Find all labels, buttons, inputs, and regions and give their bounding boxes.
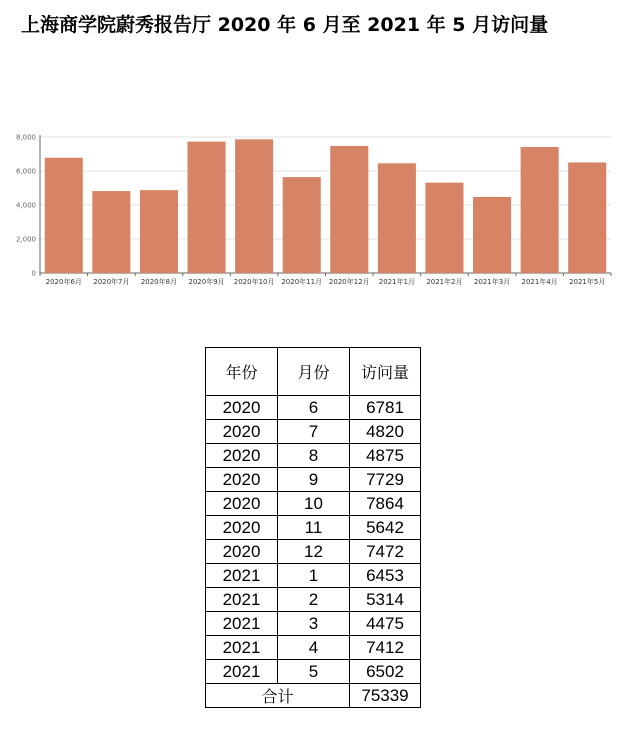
cell-month: 8	[278, 444, 350, 468]
table-row	[206, 660, 421, 684]
bar	[283, 177, 321, 273]
cell-year: 2020	[206, 444, 278, 468]
cell-visits: 5642	[350, 516, 421, 540]
cell-visits: 7412	[350, 636, 421, 660]
cell-visits: 5314	[350, 588, 421, 612]
total-value: 75339	[350, 684, 421, 708]
cell-visits: 4475	[350, 612, 421, 636]
cell-year: 2021	[206, 636, 278, 660]
table-row	[206, 516, 421, 540]
bar	[473, 197, 511, 273]
cell-year: 2021	[206, 588, 278, 612]
x-tick-label: 2021年2月	[426, 278, 463, 286]
bar	[521, 147, 559, 273]
table-total-row	[206, 684, 421, 708]
bar	[378, 163, 416, 273]
cell-visits: 4875	[350, 444, 421, 468]
table-row	[206, 540, 421, 564]
bar	[330, 146, 368, 273]
table-body	[206, 396, 421, 684]
bar	[425, 183, 463, 273]
table-row	[206, 420, 421, 444]
y-tick-label: 0	[31, 269, 36, 278]
cell-year: 2020	[206, 540, 278, 564]
table-row	[206, 636, 421, 660]
table-header-row	[206, 348, 421, 396]
x-tick-label: 2020年11月	[281, 278, 323, 286]
bar	[568, 162, 606, 273]
cell-year: 2020	[206, 516, 278, 540]
table-row	[206, 612, 421, 636]
y-tick-label: 6,000	[15, 167, 36, 176]
cell-month: 5	[278, 660, 350, 684]
table-row	[206, 564, 421, 588]
table-row	[206, 468, 421, 492]
table-row	[206, 444, 421, 468]
x-tick-label: 2020年9月	[188, 278, 225, 286]
cell-year: 2021	[206, 564, 278, 588]
cell-month: 6	[278, 396, 350, 420]
cell-year: 2020	[206, 420, 278, 444]
bar	[140, 190, 178, 273]
x-tick-label: 2021年4月	[521, 278, 558, 286]
cell-visits: 6502	[350, 660, 421, 684]
cell-month: 7	[278, 420, 350, 444]
cell-month: 2	[278, 588, 350, 612]
page-title: 上海商学院蔚秀报告厅 2020 年 6 月至 2021 年 5 月访问量	[21, 14, 549, 36]
bar	[92, 191, 130, 273]
table-row	[206, 396, 421, 420]
header-month: 月份	[278, 348, 350, 396]
cell-month: 9	[278, 468, 350, 492]
x-tick-label: 2020年10月	[233, 278, 275, 286]
y-tick-label: 4,000	[15, 201, 36, 210]
x-tick-label: 2020年6月	[45, 278, 82, 286]
data-table	[205, 347, 421, 708]
cell-visits: 6453	[350, 564, 421, 588]
cell-month: 11	[278, 516, 350, 540]
x-tick-label: 2020年7月	[93, 278, 130, 286]
cell-year: 2021	[206, 612, 278, 636]
cell-year: 2020	[206, 492, 278, 516]
total-label: 合计	[206, 684, 350, 708]
cell-visits: 7472	[350, 540, 421, 564]
cell-year: 2020	[206, 468, 278, 492]
cell-month: 12	[278, 540, 350, 564]
y-tick-label: 8,000	[15, 133, 36, 142]
header-visits: 访问量	[350, 348, 421, 396]
cell-month: 4	[278, 636, 350, 660]
x-tick-label: 2021年3月	[473, 278, 511, 286]
table-row	[206, 492, 421, 516]
header-year: 年份	[206, 348, 278, 396]
cell-visits: 6781	[350, 396, 421, 420]
bar	[45, 158, 83, 273]
cell-month: 1	[278, 564, 350, 588]
cell-visits: 7864	[350, 492, 421, 516]
x-tick-label: 2021年5月	[569, 278, 606, 286]
bar	[188, 142, 226, 273]
cell-month: 10	[278, 492, 350, 516]
cell-visits: 4820	[350, 420, 421, 444]
y-tick-label: 2,000	[15, 235, 36, 244]
x-tick-label: 2021年1月	[378, 278, 416, 286]
cell-year: 2020	[206, 396, 278, 420]
bar	[235, 139, 273, 273]
table-row	[206, 588, 421, 612]
bar-chart	[0, 120, 642, 295]
cell-visits: 7729	[350, 468, 421, 492]
x-tick-label: 2020年12月	[328, 278, 370, 286]
x-tick-label: 2020年8月	[140, 278, 178, 286]
cell-year: 2021	[206, 660, 278, 684]
cell-month: 3	[278, 612, 350, 636]
